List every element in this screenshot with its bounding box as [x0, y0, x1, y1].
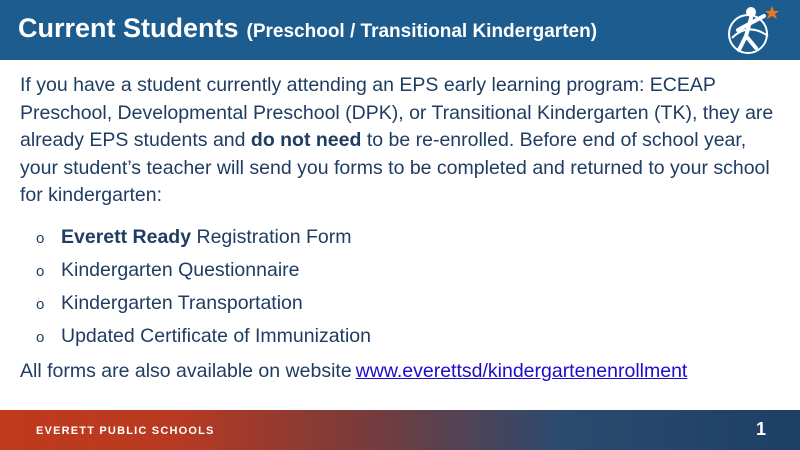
list-item — [36, 323, 736, 356]
page-number: 1 — [755, 419, 766, 439]
list-item — [36, 290, 736, 323]
form-name: Updated Certificate of Immunization — [61, 325, 371, 347]
form-name: Kindergarten Questionnaire — [61, 259, 300, 281]
list-item — [36, 224, 736, 257]
form-name: Kindergarten Transportation — [61, 292, 303, 314]
title-subtitle: (Preschool / Transitional Kindergarten) — [246, 21, 598, 42]
intro-paragraph — [20, 72, 780, 210]
bullet-icon: o — [36, 296, 45, 313]
intro-text-continued: to be re-enrolled. Before end of school year, your student’s teacher will send you forms to be completed and returned to your school for kindergarten: — [20, 129, 770, 206]
slide-header — [0, 0, 800, 60]
bullet-icon: o — [36, 329, 45, 346]
form-name: Registration Form — [191, 226, 352, 248]
intro-text: If you have a student currently attending an EPS early learning program: ECEAP Preschool, Developmental Preschool (DPK), or Transitional Kindergarten (TK), they are already EPS students and — [20, 74, 774, 151]
forms-list — [36, 224, 736, 356]
availability-line — [20, 360, 687, 383]
intro-emphasis: do not need — [250, 129, 362, 151]
bullet-icon: o — [36, 230, 45, 247]
availability-text: All forms are also available on website — [20, 360, 352, 382]
everett-star-figure-logo-icon — [724, 2, 782, 58]
slide-title — [18, 8, 597, 45]
form-name-bold: Everett Ready — [61, 226, 192, 248]
enrollment-website-link[interactable]: www.everettsd/kindergartenenrollment — [355, 360, 688, 382]
list-item — [36, 257, 736, 290]
organization-name: EVERETT PUBLIC SCHOOLS — [36, 425, 215, 437]
bullet-icon: o — [36, 263, 45, 280]
footer-bar — [0, 410, 800, 450]
title-main: Current Students — [18, 13, 239, 43]
